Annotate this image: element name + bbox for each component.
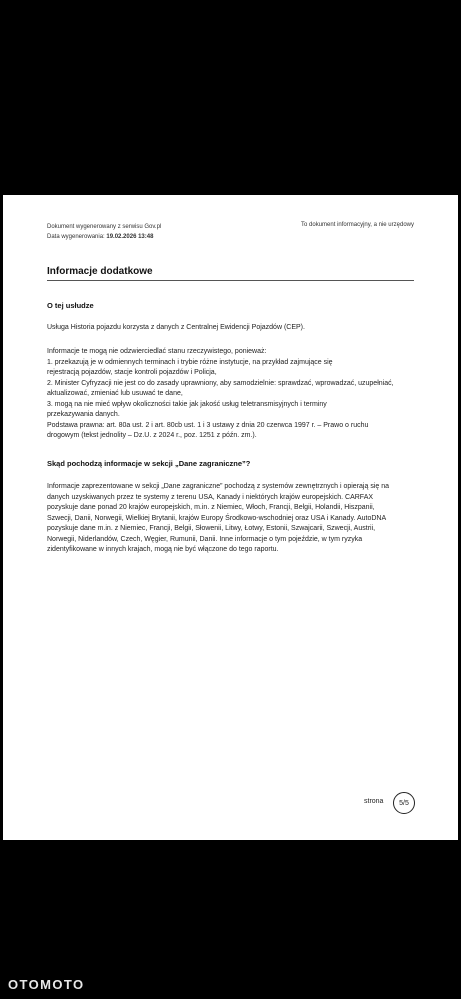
about-line: Podstawa prawna: art. 80a ust. 2 i art. 80cb ust. 1 i 3 ustawy z dnia 20 czerwca 1997 r. – Prawo o ruchu <box>47 421 369 429</box>
date-value: 19.02.2026 13:48 <box>106 234 154 240</box>
about-line: Informacje te mogą nie odzwierciedlać stanu rzeczywistego, ponieważ: <box>47 348 267 355</box>
foreign-line: Informacje zaprezentowane w sekcji „Dane zagraniczne” pochodzą z systemów zewnętrznych i opierają się na <box>47 483 389 490</box>
about-line: przekazywania danych. <box>47 411 120 418</box>
otomoto-watermark: OTOMOTO <box>8 977 85 992</box>
page-number-badge: 5/5 <box>393 792 415 814</box>
foreign-data-heading: Skąd pochodzą informacje w sekcji „Dane zagraniczne”? <box>47 459 251 468</box>
about-line: 1. przekazują je w odmiennych terminach i trybie różne instytucje, na przykład zajmujące się <box>47 358 333 366</box>
foreign-line: pozyskuje dane m.in. z Niemiec, Francji, Belgii, Słowenii, Litwy, Łotwy, Estonii, Szwajcarii, Szwecji, Austrii, <box>47 525 376 532</box>
about-line: 2. Minister Cyfryzacji nie jest co do zasady uprawniony, aby samodzielnie: sprawdzać, wprowadzać, uzupełniać, <box>47 379 394 387</box>
section-divider <box>47 280 414 281</box>
foreign-data-paragraph <box>47 482 417 556</box>
about-intro <box>47 323 417 334</box>
generation-date <box>47 232 161 242</box>
foreign-line: Norwegii, Niderlandów, Czech, Węgier, Rumunii, Danii. Inne informacje o tym pojeździe, w tym ryzyka <box>47 535 363 543</box>
foreign-line: Szwecji, Danii, Norwegii, Wielkiej Brytanii, krajów Europy Środkowo-wschodniej oraz USA i Kanady. AutoDNA <box>47 514 387 522</box>
section-title: Informacje dodatkowe <box>47 266 153 277</box>
document-header-meta <box>47 222 161 242</box>
date-label: Data wygenerowania: <box>47 234 105 240</box>
page-label: strona <box>364 798 384 805</box>
about-line: aktualizować, zmieniać lub usuwać te dane, <box>47 390 183 397</box>
document-page <box>3 195 458 840</box>
foreign-line: danych uzyskiwanych przez te systemy z terenu USA, Kanady i niektórych krajów europejskich. CARFAX <box>47 493 374 501</box>
foreign-line: zidentyfikowane w innych krajach, mogą nie być włączone do tego raportu. <box>47 546 279 553</box>
generated-by-text: Dokument wygenerowany z serwisu Gov.pl <box>47 224 162 230</box>
about-heading: O tej usłudze <box>47 301 94 310</box>
about-paragraph <box>47 347 417 442</box>
about-line: drogowym (tekst jednolity – Dz.U. z 2024 r., poz. 1251 z późn. zm.). <box>47 432 257 439</box>
foreign-line: pozyskuje dane ponad 20 krajów europejskich, m.in. z Niemiec, Włoch, Francji, Belgii, Holandii, Hiszpanii, <box>47 504 375 511</box>
disclaimer-text: To dokument informacyjny, a nie urzędowy <box>301 222 414 228</box>
about-line: rejestracją pojazdów, stacje kontroli pojazdów i Policja, <box>47 369 217 376</box>
about-intro-line: Usługa Historia pojazdu korzysta z danych z Centralnej Ewidencji Pojazdów (CEP). <box>47 324 305 331</box>
about-line: 3. mogą na nie mieć wpływ okoliczności takie jak jakość usług teletransmisyjnych i terminy <box>47 400 327 408</box>
